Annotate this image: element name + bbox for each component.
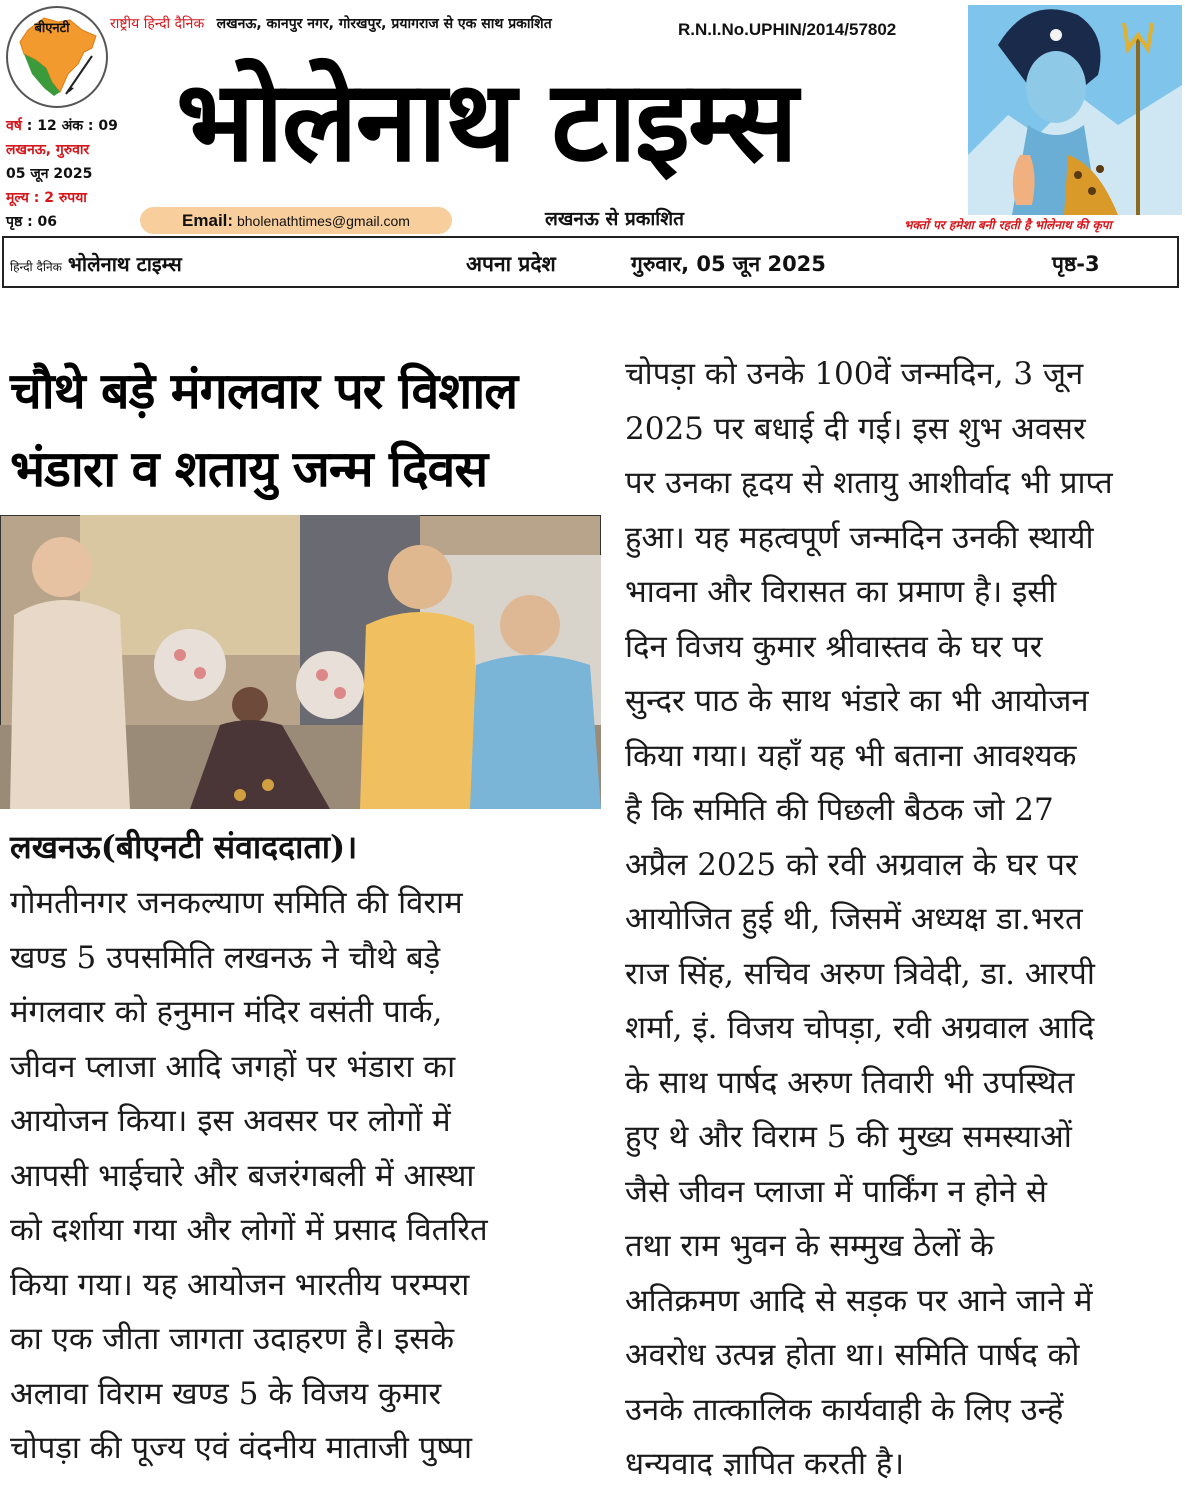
article-text-line: सुन्दर पाठ के साथ भंडारे का भी आयोजन bbox=[625, 683, 1089, 719]
folio-page: पृष्ठ-3 bbox=[1052, 252, 1100, 276]
lord-shiva-image bbox=[968, 5, 1182, 215]
article-text-line: पर उनका हृदय से शतायु आशीर्वाद भी प्राप्त bbox=[625, 465, 1113, 501]
email-label: Email: bbox=[182, 211, 234, 230]
article-text-line: 2025 पर बधाई दी गई। इस शुभ अवसर bbox=[625, 410, 1086, 447]
newspaper-title: भोलेनाथ टाइम्स bbox=[176, 57, 796, 187]
article-text-line: आपसी भाईचारे और बजरंगबली में आस्था bbox=[10, 1157, 475, 1194]
article-dateline: लखनऊ(बीएनटी संवाददाता)। bbox=[10, 828, 358, 866]
email-pill[interactable] bbox=[140, 207, 452, 234]
article-text-line: का एक जीता जागता उदाहरण है। इसके bbox=[10, 1321, 455, 1357]
article-text-line: आयोजित हुई थी, जिसमें अध्यक्ष डा.भरत bbox=[625, 901, 1083, 937]
tagline-national-daily: राष्ट्रीय हिन्दी दैनिक bbox=[110, 16, 205, 32]
pages-count: पृष्ठ : 06 bbox=[6, 214, 58, 230]
article-text-line: जीवन प्लाजा आदि जगहों पर भंडारा का bbox=[10, 1048, 456, 1085]
article-text-line: मंगलवार को हनुमान मंदिर वसंती पार्क, bbox=[10, 994, 443, 1030]
place-day: लखनऊ, गुरुवार bbox=[6, 142, 90, 158]
year-value: : 12 अंक : 09 bbox=[26, 118, 118, 134]
folio-section: अपना प्रदेश bbox=[466, 252, 556, 276]
article-text-line: हुए थे और विराम 5 की मुख्य समस्याओं bbox=[625, 1119, 1072, 1155]
article-text-line: चोपड़ा को उनके 100वें जन्मदिन, 3 जून bbox=[625, 356, 1084, 392]
article-text-line: धन्यवाद ज्ञापित करती है। bbox=[625, 1446, 905, 1482]
article-text-line: अतिक्रमण आदि से सड़क पर आने जाने में bbox=[625, 1282, 1093, 1319]
article-text-line: के साथ पार्षद अरुण तिवारी भी उपस्थित bbox=[625, 1064, 1075, 1101]
year-label: वर्ष bbox=[6, 118, 22, 134]
tagline-cities: लखनऊ, कानपुर नगर, गोरखपुर, प्रयागराज से एक साथ प्रकाशित bbox=[216, 16, 552, 32]
issue-meta bbox=[6, 114, 118, 234]
article-text-line: गोमतीनगर जनकल्याण समिति की विराम bbox=[10, 885, 463, 921]
article-text-line: तथा राम भुवन के सम्मुख ठेलों के bbox=[625, 1228, 994, 1264]
folio-paper bbox=[10, 250, 182, 277]
motto: भक्तों पर हमेशा बनी रहती है भोलेनाथ की कृपा bbox=[904, 218, 1112, 232]
folio-bar bbox=[2, 236, 1179, 288]
email-address[interactable]: bholenathtimes@gmail.com bbox=[236, 213, 410, 229]
article-text-line: आयोजन किया। इस अवसर पर लोगों में bbox=[10, 1103, 451, 1139]
article-text-line: जैसे जीवन प्लाजा में पार्किंग न होने से bbox=[625, 1173, 1047, 1210]
folio-date: गुरुवार, 05 जून 2025 bbox=[631, 252, 826, 276]
headline-line-1: चौथे बड़े मंगलवार पर विशाल bbox=[10, 362, 518, 420]
article-column-1 bbox=[10, 876, 600, 1476]
article-photo bbox=[0, 515, 601, 809]
issue-date: 05 जून 2025 bbox=[6, 166, 93, 182]
price-label: मूल्य : bbox=[6, 190, 40, 206]
published-from: लखनऊ से प्रकाशित bbox=[545, 208, 684, 230]
article-text-line: किया गया। यहाँ यह भी बताना आवश्यक bbox=[625, 737, 1077, 774]
folio-paper-prefix: हिन्दी दैनिक bbox=[10, 260, 62, 274]
rni-number: R.N.I.No.UPHIN/2014/57802 bbox=[678, 20, 897, 39]
article-text-line: भावना और विरासत का प्रमाण है। इसी bbox=[625, 574, 1057, 610]
article-text-line: खण्ड 5 उपसमिति लखनऊ ने चौथे बड़े bbox=[10, 939, 441, 976]
headline-line-2: भंडारा व शतायु जन्म दिवस bbox=[10, 440, 488, 498]
article-text-line: को दर्शाया गया और लोगों में प्रसाद वितरित bbox=[10, 1212, 488, 1248]
article-headline bbox=[10, 352, 600, 508]
newspaper-logo bbox=[6, 6, 108, 108]
article-text-line: राज सिंह, सचिव अरुण त्रिवेदी, डा. आरपी bbox=[625, 955, 1095, 992]
article-text-line: है कि समिति की पिछली बैठक जो 27 bbox=[625, 792, 1054, 828]
felicitation-photo-icon bbox=[0, 515, 601, 809]
article-text-line: हुआ। यह महत्वपूर्ण जन्मदिन उनकी स्थायी bbox=[625, 519, 1094, 556]
price-value: 2 रुपया bbox=[44, 190, 87, 206]
article-text-line: दिन विजय कुमार श्रीवास्तव के घर पर bbox=[625, 628, 1043, 665]
lord-shiva-icon bbox=[968, 5, 1182, 215]
article-text-line: चोपड़ा की पूज्य एवं वंदनीय माताजी पुष्पा bbox=[10, 1430, 473, 1466]
article-text-line: शर्मा, इं. विजय चोपड़ा, रवी अग्रवाल आदि bbox=[625, 1010, 1095, 1046]
folio-paper-name: भोलेनाथ टाइम्स bbox=[67, 252, 182, 276]
article-text-line: अवरोध उत्पन्न होता था। समिति पार्षद को bbox=[625, 1337, 1080, 1373]
article-text-line: किया गया। यह आयोजन भारतीय परम्परा bbox=[10, 1266, 470, 1303]
article-text-line: अलावा विराम खण्ड 5 के विजय कुमार bbox=[10, 1375, 442, 1412]
article-text-line: अप्रैल 2025 को रवी अग्रवाल के घर पर bbox=[625, 846, 1078, 883]
logo-text: बीएनटी bbox=[34, 21, 70, 36]
tagline bbox=[110, 14, 552, 33]
article-column-2 bbox=[625, 347, 1181, 1492]
article-text-line: उनके तात्कालिक कार्यवाही के लिए उन्हें bbox=[625, 1391, 1064, 1428]
